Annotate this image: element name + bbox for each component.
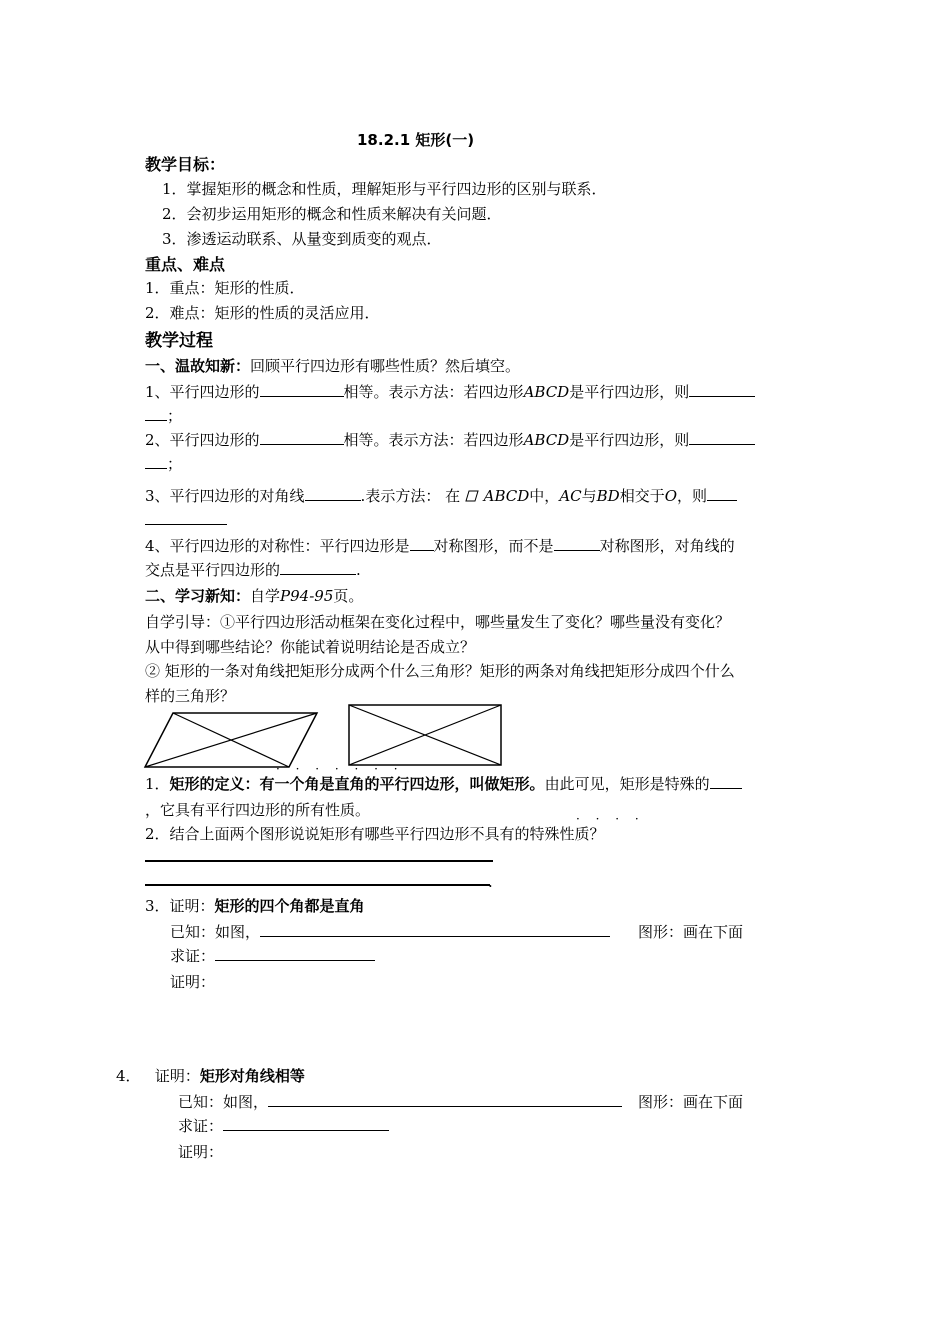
proof4-given xyxy=(178,1090,622,1114)
question-4-cont xyxy=(145,558,361,582)
emphasis-dots-2: · · · · xyxy=(576,812,645,826)
q4-blank-3[interactable] xyxy=(280,558,356,575)
q1-text-a: 1、平行四边形的 xyxy=(145,383,260,401)
question-2-cont xyxy=(145,452,182,476)
new-knowledge-text-a: 自学 xyxy=(250,587,281,605)
proof4-prove-label: 求证： xyxy=(178,1117,224,1135)
definition-bold: 矩形的定义：有一个角是直角的平行四边形，叫做矩形。 xyxy=(169,775,545,793)
proof4-label: 证明： xyxy=(154,1067,200,1085)
definition-line-2: ，它具有平行四边形的所有性质。 xyxy=(145,801,371,819)
q4-blank-2[interactable] xyxy=(554,534,600,551)
goal-item-1: 1．掌握矩形的概念和性质，理解矩形与平行四边形的区别与联系． xyxy=(162,180,607,198)
special-answer-line-2[interactable] xyxy=(145,884,490,886)
q3-o: O xyxy=(664,487,678,505)
q4-text-d: 交点是平行四边形的 xyxy=(145,561,281,579)
new-knowledge-page: P94-95 xyxy=(280,587,334,605)
proof4-proof: 证明： xyxy=(178,1143,224,1161)
proof3-proof: 证明： xyxy=(170,973,216,991)
review-text: 回顾平行四边形有哪些性质？然后填空。 xyxy=(250,357,521,375)
proof3-bold: 矩形的四个角都是直角 xyxy=(214,897,365,915)
q3-text-d: 与 xyxy=(581,487,597,505)
q1-abcd: ABCD xyxy=(523,383,570,401)
q2-end: ； xyxy=(167,455,183,473)
guide-line-3: ② 矩形的一条对角线把矩形分成两个什么三角形？矩形的两条对角线把矩形分成四个什么 xyxy=(145,662,735,680)
q1-text-c: 是平行四边形，则 xyxy=(569,383,690,401)
rectangle-figure xyxy=(346,702,504,768)
proof4-title xyxy=(116,1064,305,1088)
review-label: 一、温故知新： xyxy=(145,357,251,375)
q2-text-a: 2、平行四边形的 xyxy=(145,431,260,449)
q4-text-b: 对称图形，而不是 xyxy=(433,537,554,555)
proof4-prove-blank[interactable] xyxy=(223,1114,389,1131)
definition-tail: 由此可见，矩形是特殊的 xyxy=(544,775,710,793)
q1-blank-1[interactable] xyxy=(260,380,344,397)
proof3-prove xyxy=(170,944,375,968)
q1-blank-2-cont[interactable] xyxy=(145,404,167,421)
proof3-given-blank[interactable] xyxy=(260,920,610,937)
proof4-bold: 矩形对角线相等 xyxy=(199,1067,305,1085)
page-title: 18.2.1 矩形(一) xyxy=(357,131,475,149)
q1-text-b: 相等。表示方法：若四边形 xyxy=(343,383,524,401)
q3-blank-2[interactable] xyxy=(707,484,737,501)
special-end: . xyxy=(488,873,493,891)
new-knowledge-label: 二、学习新知： xyxy=(145,587,251,605)
guide-line-1: 自学引导：①平行四边形活动框架在变化过程中，哪些量发生了变化？哪些量没有变化？ xyxy=(145,613,731,631)
q2-text-b: 相等。表示方法：若四边形 xyxy=(343,431,524,449)
guide-line-2: 从中得到哪些结论？你能试着说明结论是否成立？ xyxy=(145,638,476,656)
question-3-cont xyxy=(145,508,227,532)
proof3-given-label: 已知：如图， xyxy=(170,923,261,941)
question-4 xyxy=(145,534,735,558)
guide-line-4: 样的三角形？ xyxy=(145,687,236,705)
q2-abcd: ABCD xyxy=(523,431,570,449)
q1-blank-2[interactable] xyxy=(689,380,755,397)
proof3-title xyxy=(145,894,365,918)
proof4-given-label: 已知：如图， xyxy=(178,1093,269,1111)
q3-text-e: 相交于 xyxy=(619,487,665,505)
definition-num: 1． xyxy=(145,775,170,793)
q4-text-a: 4、平行四边形的对称性：平行四边形是 xyxy=(145,537,410,555)
q4-end: . xyxy=(356,561,361,579)
q3-blank-1[interactable] xyxy=(305,484,361,501)
q2-text-c: 是平行四边形，则 xyxy=(569,431,690,449)
proof4-given-blank[interactable] xyxy=(268,1090,622,1107)
q3-blank-2-cont[interactable] xyxy=(145,508,227,525)
goals-heading: 教学目标： xyxy=(145,155,226,174)
q2-blank-2[interactable] xyxy=(689,428,755,445)
key-item-2: 2．难点：矩形的性质的灵活应用． xyxy=(145,304,380,322)
key-item-1: 1．重点：矩形的性质． xyxy=(145,279,305,297)
definition-line xyxy=(145,772,742,796)
question-1-cont xyxy=(145,404,182,428)
definition-blank[interactable] xyxy=(710,772,742,789)
question-3 xyxy=(145,484,737,508)
q3-bd: BD xyxy=(596,487,620,505)
q2-blank-1[interactable] xyxy=(260,428,344,445)
q4-blank-1[interactable] xyxy=(410,534,434,551)
q3-text-f: ，则 xyxy=(677,487,708,505)
new-knowledge-line xyxy=(145,584,363,608)
q3-text-a: 3、平行四边形的对角线 xyxy=(145,487,305,505)
proof3-num: 3．证明： xyxy=(145,897,215,915)
review-line xyxy=(145,354,520,378)
question-1 xyxy=(145,380,755,404)
proof4-num: 4． xyxy=(116,1067,141,1085)
proof4-prove xyxy=(178,1114,389,1138)
key-heading: 重点、难点 xyxy=(145,255,226,274)
q1-end: ； xyxy=(167,407,183,425)
proof3-figure: 图形：画在下面 xyxy=(638,923,744,941)
emphasis-dots-1: · · · · · · · xyxy=(276,762,404,776)
q2-blank-2-cont[interactable] xyxy=(145,452,167,469)
special-question: 2．结合上面两个图形说说矩形有哪些平行四边形不具有的特殊性质？ xyxy=(145,825,605,843)
proof4-figure: 图形：画在下面 xyxy=(638,1093,744,1111)
q3-text-b: .表示方法： 在 xyxy=(360,487,461,505)
q4-text-c: 对称图形，对角线的 xyxy=(599,537,735,555)
proof3-prove-label: 求证： xyxy=(170,947,216,965)
parallelogram-symbol-icon xyxy=(465,490,479,502)
q3-text-c: 中， xyxy=(529,487,560,505)
question-2 xyxy=(145,428,755,452)
special-answer-line-1[interactable] xyxy=(145,860,493,862)
new-knowledge-text-b: 页。 xyxy=(333,587,364,605)
q3-abcd: ABCD xyxy=(483,487,530,505)
goal-item-2: 2．会初步运用矩形的概念和性质来解决有关问题． xyxy=(162,205,502,223)
goal-item-3: 3．渗透运动联系、从量变到质变的观点． xyxy=(162,230,442,248)
q3-ac: AC xyxy=(559,487,582,505)
process-heading: 教学过程 xyxy=(145,331,213,351)
proof3-given xyxy=(170,920,610,944)
proof3-prove-blank[interactable] xyxy=(215,944,375,961)
